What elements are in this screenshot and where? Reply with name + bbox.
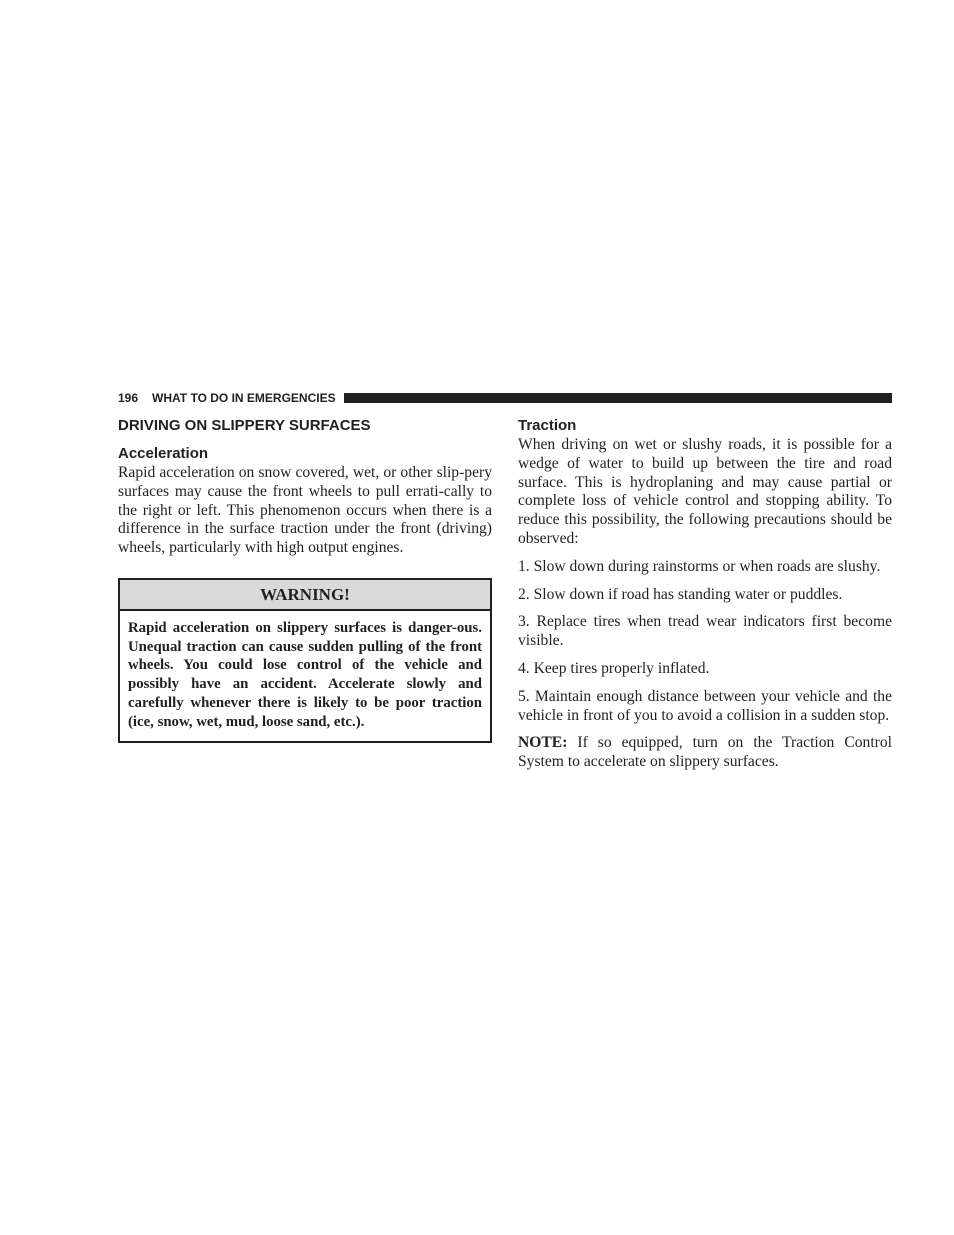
list-item: 5. Maintain enough distance between your vehicle and the vehicle in front of you to avoid a collision in a sudden stop.	[518, 687, 892, 724]
note-text: If so equipped, turn on the Traction Control System to accelerate on slippery surfaces.	[518, 734, 892, 771]
traction-intro: When driving on wet or slushy roads, it is possible for a wedge of water to build up between the tire and road surface. This is hydroplaning and may cause partial or complete loss of vehicle control and stopping ability. To reduce this possibility, the following precautions should be observed:	[518, 436, 892, 547]
page-header	[118, 389, 892, 407]
section-title: WHAT TO DO IN EMERGENCIES	[152, 391, 336, 405]
warning-box	[118, 578, 492, 743]
left-column	[118, 416, 492, 743]
list-item: 3. Replace tires when tread wear indicators first become visible.	[518, 613, 892, 650]
warning-title: WARNING!	[120, 580, 490, 611]
note-label: NOTE:	[518, 734, 568, 752]
warning-text: Rapid acceleration on slippery surfaces is danger-ous. Unequal traction can cause sudden pulling of the front wheels. You could lose control of the vehicle and possibly have an accident. Accelerate slowly and carefully whenever there is likely to be poor traction (ice, snow, wet, mud, loose sand, etc.).	[128, 619, 482, 730]
page-number: 196	[118, 391, 139, 405]
list-item: 1. Slow down during rainstorms or when roads are slushy.	[518, 557, 881, 575]
note-paragraph	[518, 734, 892, 772]
acceleration-heading: Acceleration	[118, 445, 209, 462]
list-item: 2. Slow down if road has standing water or puddles.	[518, 585, 843, 603]
traction-heading: Traction	[518, 417, 577, 434]
list-item: 4. Keep tires properly inflated.	[518, 659, 710, 677]
header-rule	[344, 393, 892, 403]
main-heading: DRIVING ON SLIPPERY SURFACES	[118, 417, 371, 434]
acceleration-paragraph: Rapid acceleration on snow covered, wet, or other slip-pery surfaces may cause the front wheels to pull errati-cally to the right or left. This phenomenon occurs when there is a difference in the surface traction under the front (driving) wheels, particularly with high output engines.	[118, 464, 492, 557]
right-column	[518, 416, 892, 772]
